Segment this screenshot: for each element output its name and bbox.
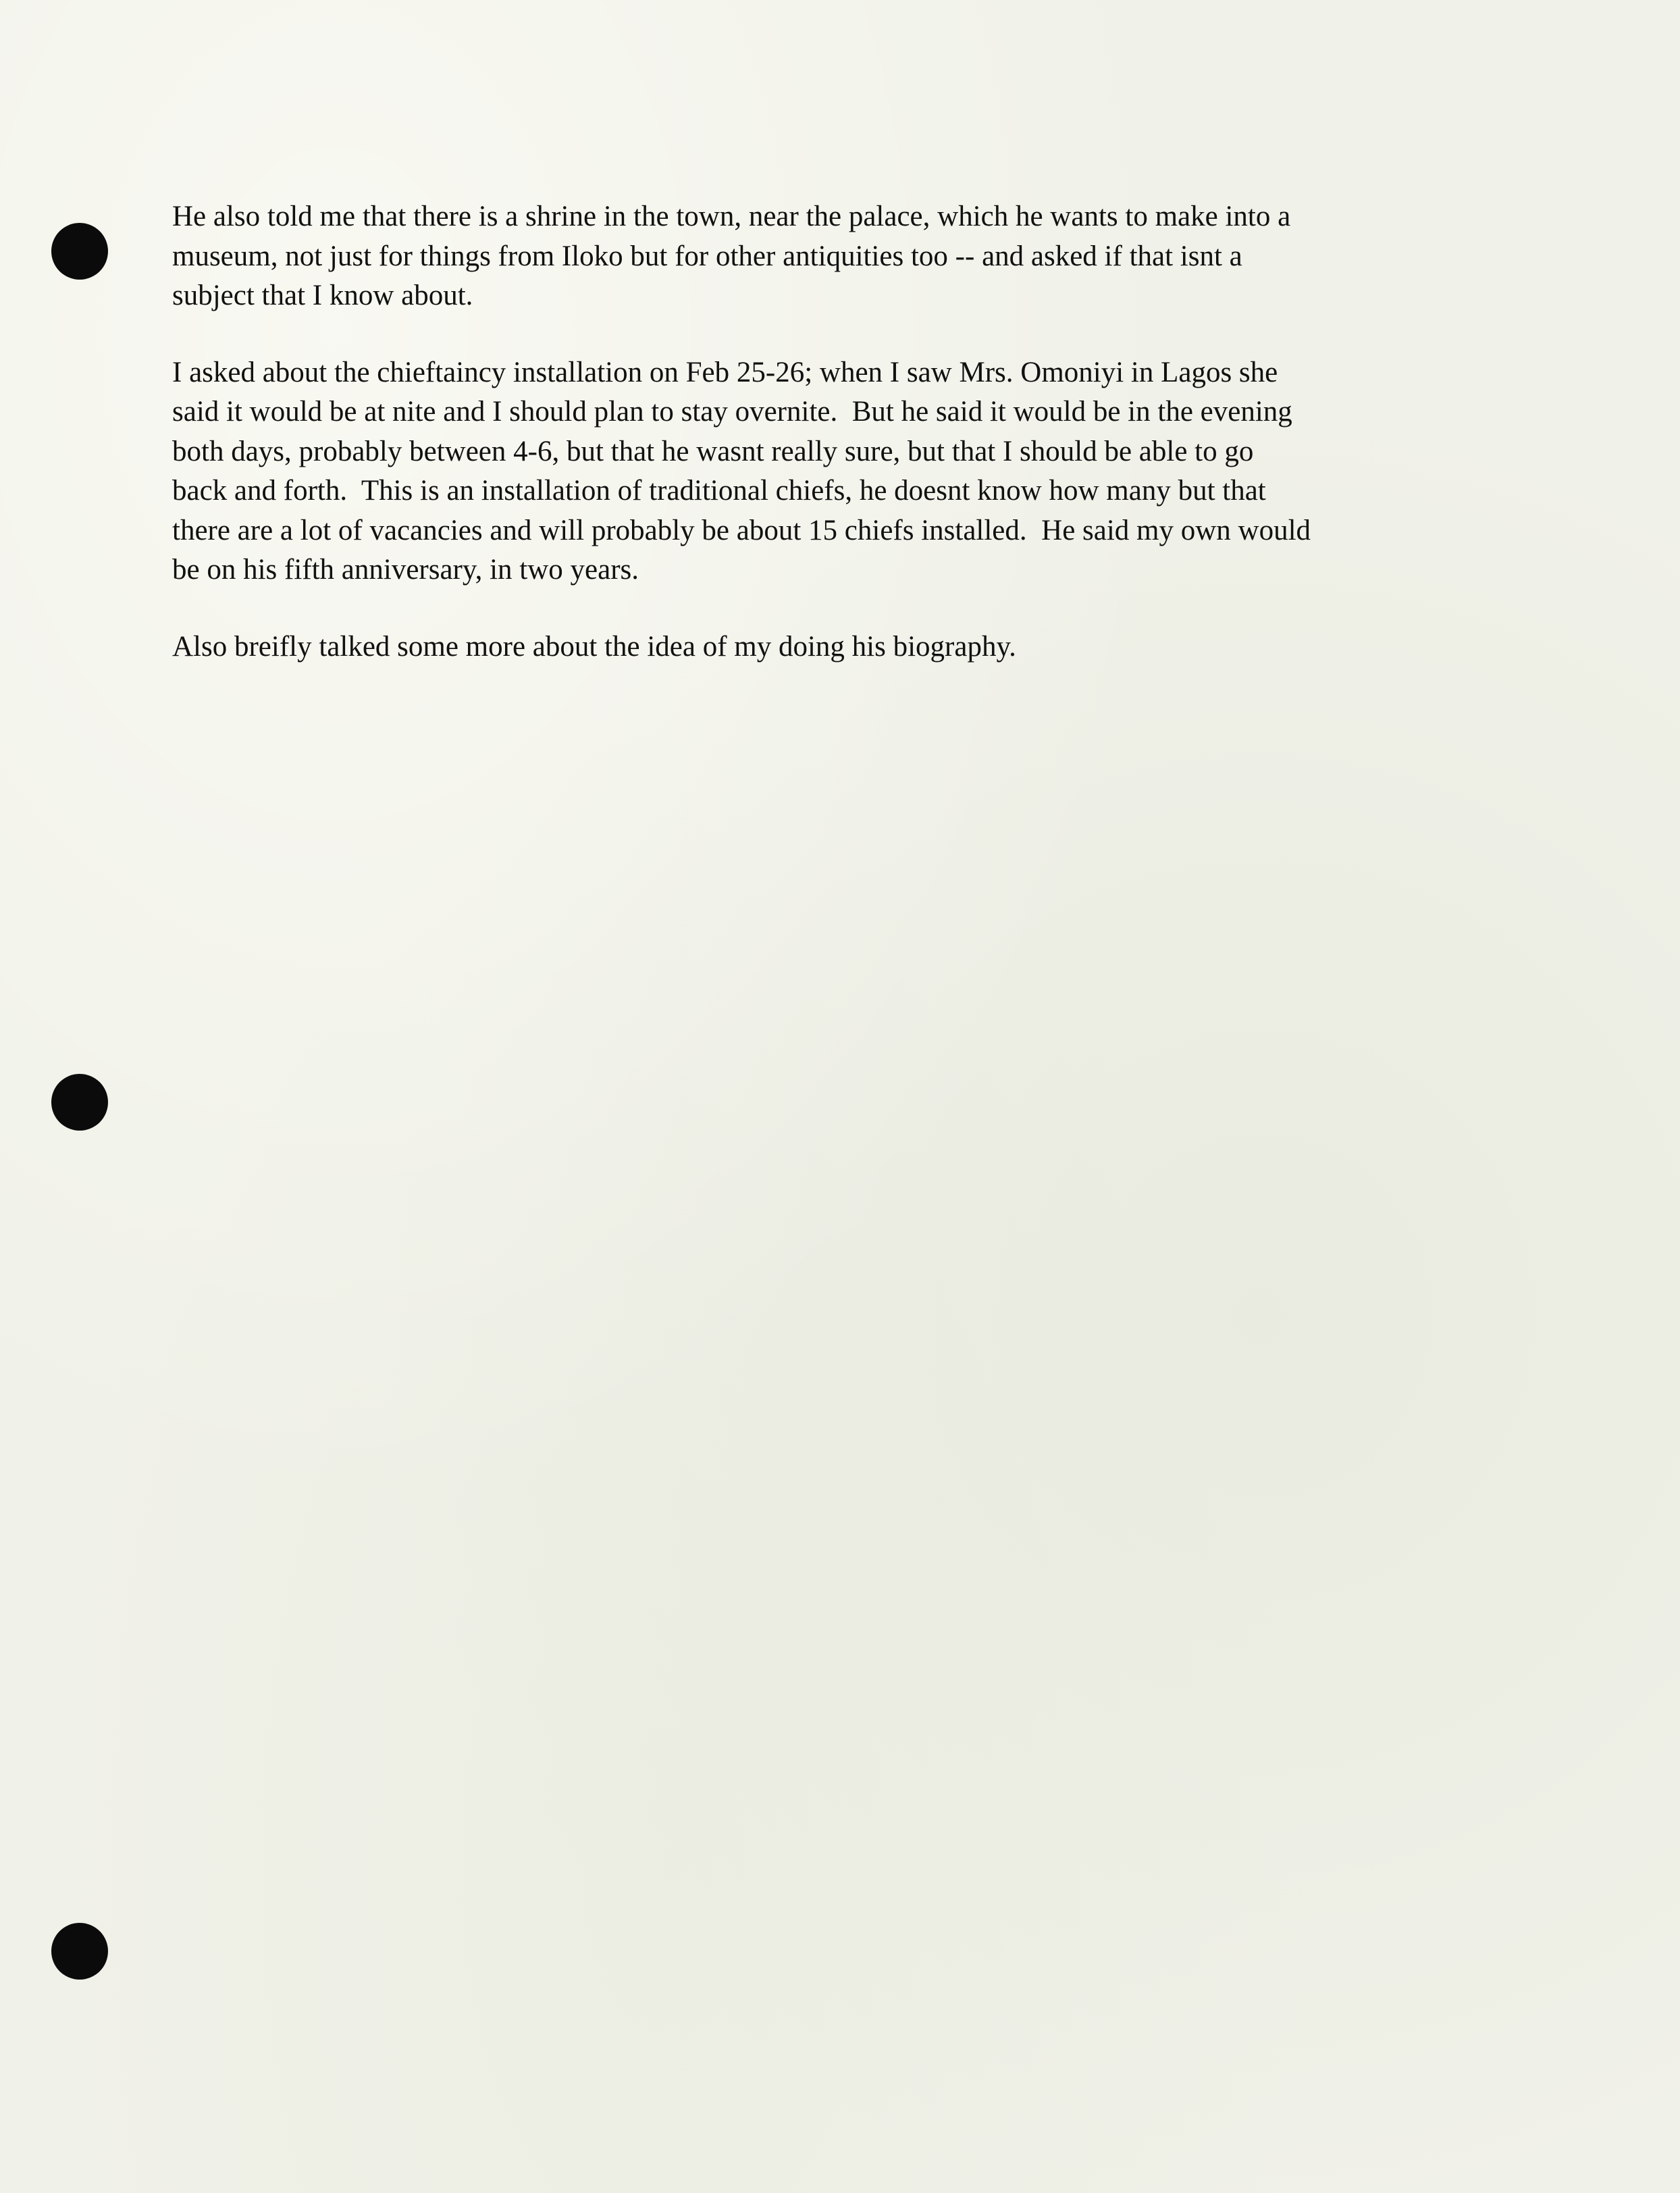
text-line: subject that I know about. xyxy=(172,280,473,311)
paragraph-shrine-museum xyxy=(172,197,1455,316)
punch-hole-bottom xyxy=(51,1923,108,1980)
text-line: I asked about the chieftaincy installation on Feb 25-26; when I saw Mrs. Omoniyi in Lagos she xyxy=(172,356,1278,388)
text-line: be on his fifth anniversary, in two years. xyxy=(172,554,639,586)
text-line: said it would be at nite and I should plan to stay overnite. But he said it would be in the evening xyxy=(172,396,1292,428)
punch-hole-middle xyxy=(51,1074,108,1131)
paragraph-spacer xyxy=(172,590,1455,627)
text-line: He also told me that there is a shrine in the town, near the palace, which he wants to make into a xyxy=(172,201,1291,232)
paragraph-biography xyxy=(172,627,1455,667)
text-line: Also breifly talked some more about the idea of my doing his biography. xyxy=(172,630,1016,663)
document-body xyxy=(172,197,1455,667)
text-line: there are a lot of vacancies and will probably be about 15 chiefs installed. He said my own would xyxy=(172,514,1311,546)
paragraph-spacer xyxy=(172,316,1455,353)
text-line: back and forth. This is an installation of traditional chiefs, he doesnt know how many but that xyxy=(172,475,1266,507)
paragraph-chieftaincy-installation xyxy=(172,353,1455,590)
punch-hole-top xyxy=(51,223,108,280)
text-line: museum, not just for things from Iloko but for other antiquities too -- and asked if that isnt a xyxy=(172,240,1242,272)
text-line: both days, probably between 4-6, but that he wasnt really sure, but that I should be able to go xyxy=(172,435,1254,467)
